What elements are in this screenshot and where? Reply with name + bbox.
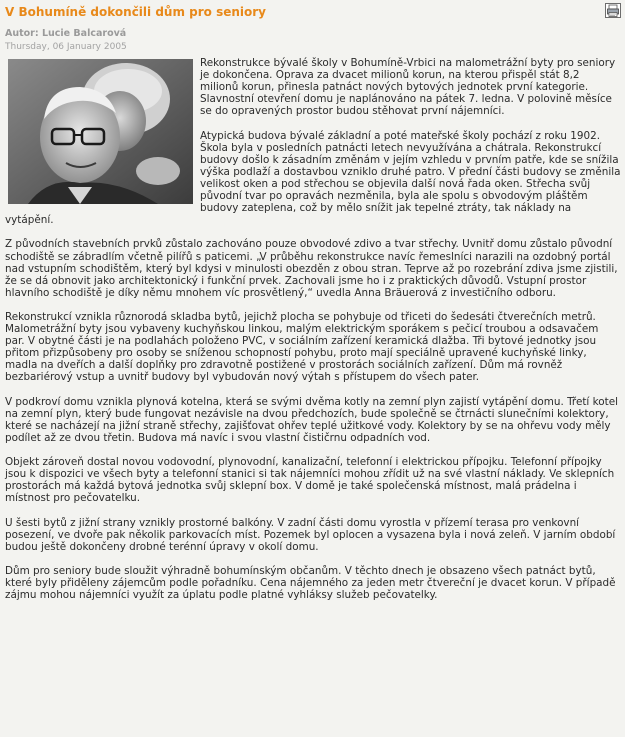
article-paragraph: Atypická budova bývalé základní a poté mateřské školy pochází z roku 1902. Škola byla v posledních patnácti letech nevyužívána a chátrala. Rekonstrukcí budovy došlo k zásadním změnám v jejím vzhledu v prvním patře, kde se snížila výška podlaží a dostavbou vzniklo druhé patro. V přední části budovy se změnila velikost oken a pod střechou se objevila další nová řada oken. Střecha svůj původní tvar po opravách nezměnila, byla ale spolu s obvodovým pláštěm budovy zateplena, což by mělo snížit jak tepelné ztráty, tak náklady na vytápění.: [5, 129, 621, 227]
article-date: Thursday, 06 January 2005: [5, 42, 127, 52]
article-paragraph: Objekt zároveň dostal novou vodovodní, plynovodní, kanalizační, telefonní i elektrickou přípojku. Telefonní přípojky jsou k dispozici ve všech byty a telefonní stanici si tak nájemníci mohou zřídit už na své vlastní náklady. Ve sklepních prostorách má každá bytová jednotka svůj sklepní box. V domě je také společenská místnost, malá prádelna i místnost pro pečovatelku.: [5, 456, 615, 505]
print-icon[interactable]: [605, 3, 621, 18]
article-paragraph: Dům pro seniory bude sloužit výhradně bohumínským občanům. V těchto dnech je obsazeno všech patnáct bytů, které byly přiděleny zájemcům podle pořadníku. Cena nájemného za jeden metr čtvereční je dvacet korun. V případě zájmu mohou nájemníci využít za úplatu podle platné vyhláksy služeb pečovatelky.: [5, 564, 616, 602]
article-author: Autor: Lucie Balcarová: [5, 28, 127, 39]
article-paragraph: U šesti bytů z jižní strany vznikly prostorné balkóny. V zadní části domu vyrostla v přízemí terasa pro venkovní posezení, ve dvoře pak několik parkovacích míst. Pozemek byl oplocen a vysazena byla i nová zeleň. V jarním období budou ještě dokončeny drobné terénní úpravy v okolí domu.: [5, 516, 616, 553]
article-title: V Bohumíně dokončili dům pro seniory: [5, 5, 266, 19]
article-paragraph: Rekonstrukce bývalé školy v Bohumíně-Vrbici na malometrážní byty pro seniory je dokončena. Oprava za dvacet milionů korun, na kterou přispěl stát 8,2 milionů korun, přinesla patnáct nových bytových jednotek první kategorie. Slavnostní otevření domu je naplánováno na pátek 7. ledna. V polovině měsíce se do opravených prostor budou stěhovat první nájemníci.: [200, 57, 616, 118]
elderly-couple-photo: [8, 59, 193, 204]
article-paragraph: Rekonstrukcí vznikla různorodá skladba bytů, jejichž plocha se pohybuje od třiceti do šedesáti čtverečních metrů. Malometrážní byty jsou vybaveny kuchyňskou linkou, malým elektrickým sporákem s pečicí troubou a odsavačem par. V obytné části je na podlahách položeno PVC, v sociálním zařízení keramická dlažba. Tři bytové jednotky jsou přitom přizpůsobeny pro osoby se sníženou schopností pohybu, proto mají speciálně upravené kuchyňské linky, madla na dveřích a další doplňky pro zdravotně postižené v prostorách sociálních zařízení. Dům má rovněž bezbariérový vstup a uvnitř budovy byl vybudován nový výtah s přístupem do všech pater.: [5, 310, 599, 384]
article-paragraph: Z původních stavebních prvků zůstalo zachováno pouze obvodové zdivo a tvar střechy. Uvnitř domu zůstalo původní schodiště se zábradlím včetně pilířů s paticemi. „V průběhu rekonstrukce navíc řemeslníci narazili na ozdobný portál nad vstupním schodištěm, který byl kdysi v minulosti obezděn z obou stran. Teprve až po rozebrání zdiva jsme zjistili, že se dá obnovit jako architektonický i funkční prvek. Zachovali jsme ho i z praktických důvodů. Vstupní prostor hlavního schodiště je díky němu mnohem víc prosvětlený,“ uvedla Anna Bräuerová z investičního odboru.: [5, 238, 618, 299]
article-body: [5, 57, 621, 601]
article-paragraph: V podkroví domu vznikla plynová kotelna, která se svými dvěma kotly na zemní plyn zajistí vytápění domu. Třetí kotel na zemní plyn, který bude fungovat nezávisle na dvou předchozích, bude společně se čtrnácti slunečními kolektory, které se nacházejí na jižní straně střechy, zajišťovat ohřev teplé užitkové vody. Kolektory by se na ohřevu vody měly podílet až ze dvou třetin. Budova má navíc i svou vlastní čističrnu odpadních vod.: [5, 395, 618, 444]
